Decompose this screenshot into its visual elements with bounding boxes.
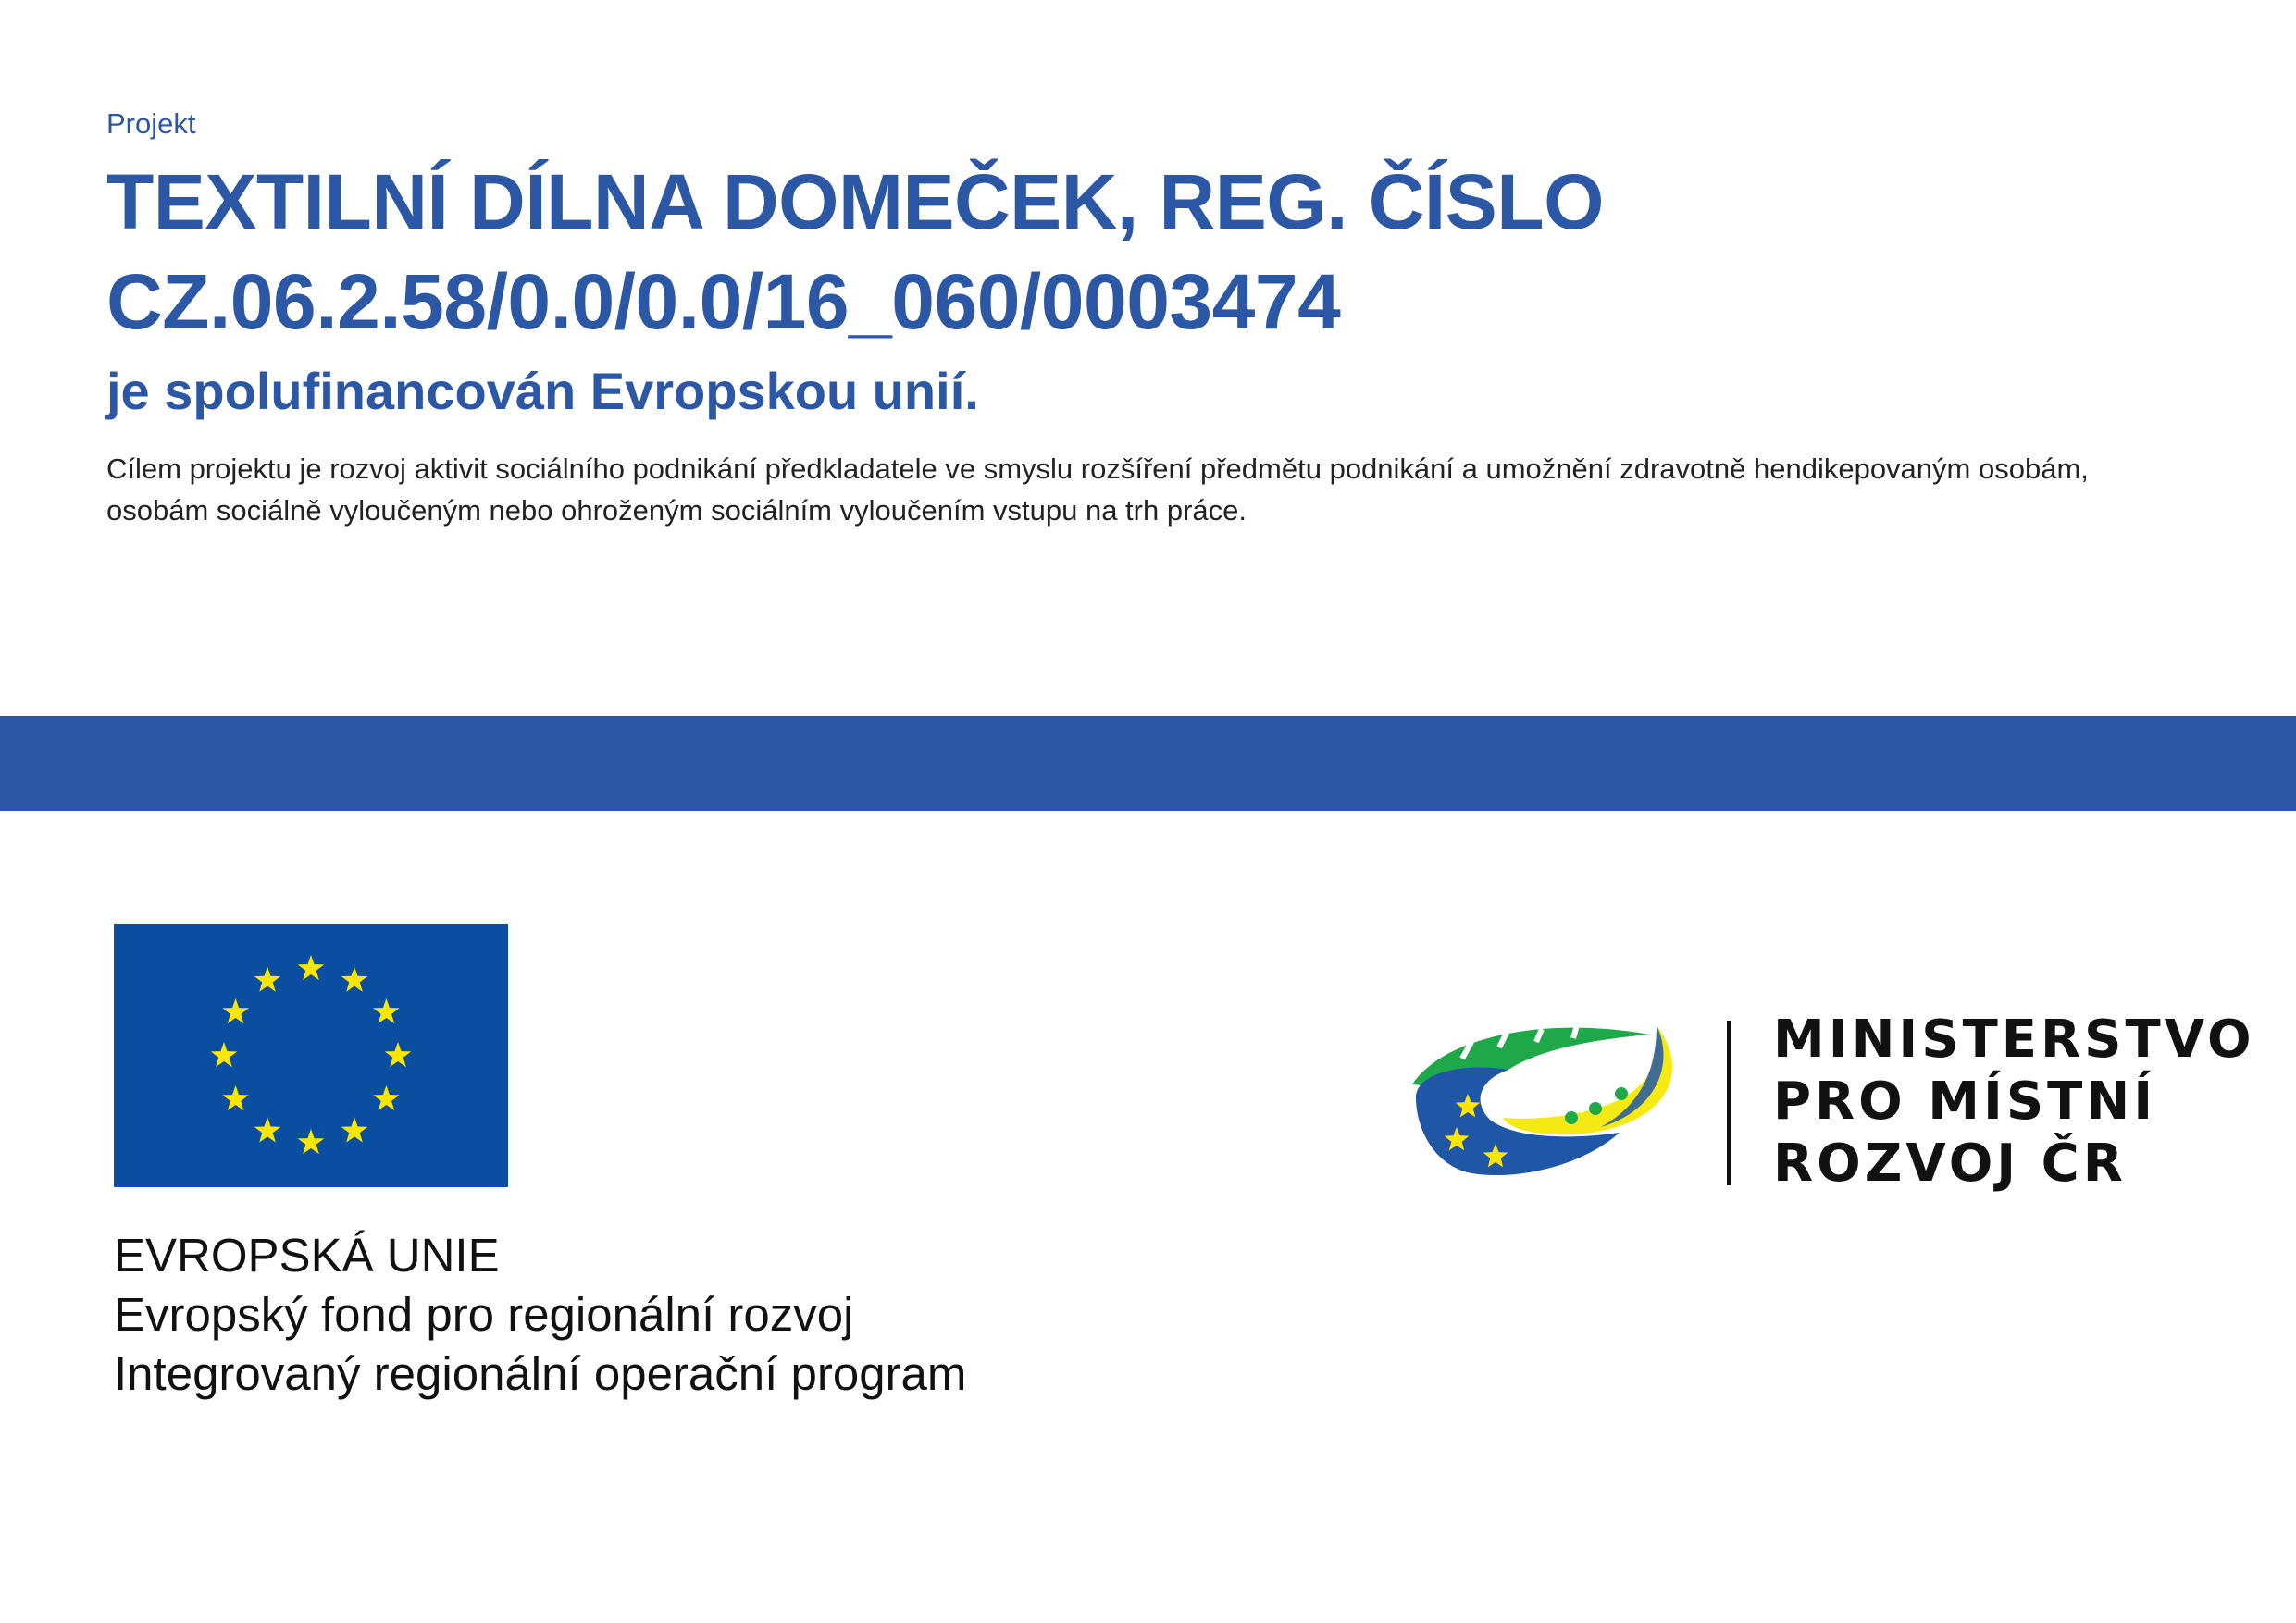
mmr-divider [1727, 1021, 1731, 1185]
mmr-logo-icon [1407, 1018, 1684, 1184]
eu-caption [114, 1226, 966, 1404]
blue-divider-band [0, 716, 2296, 812]
eu-flag-icon [114, 924, 508, 1187]
mmr-wordmark-line-1: MINISTERSTVO [1773, 1010, 2255, 1070]
project-title-line-2: CZ.06.2.58/0.0/0.0/16_060/0003474 [106, 258, 1341, 345]
mmr-wordmark [1773, 1009, 2255, 1195]
eu-caption-line-3: Integrovaný regionální operační program [114, 1347, 967, 1400]
project-description: Cílem projektu je rozvoj aktivit sociálního podnikání předkladatele ve smyslu rozšíření předmětu podnikání a umožnění zdravotně hendikepovaným osobám, osobám sociálně vyloučeným nebo ohroženým sociálním vyloučením vstupu na trh práce. [106, 452, 2089, 527]
eu-caption-line-2: Evropský fond pro regionální rozvoj [114, 1288, 854, 1341]
project-subtitle: je spolufinancován Evropskou unií. [106, 362, 979, 420]
project-title-line-1: TEXTILNÍ DÍLNA DOMEČEK, REG. ČÍSLO [106, 158, 1604, 245]
project-kicker: Projekt [106, 107, 196, 140]
mmr-wordmark-line-2: PRO MÍSTNÍ [1773, 1072, 2157, 1132]
mmr-wordmark-line-3: ROZVOJ ČR [1773, 1134, 2127, 1194]
eu-caption-line-1: EVROPSKÁ UNIE [114, 1229, 500, 1282]
